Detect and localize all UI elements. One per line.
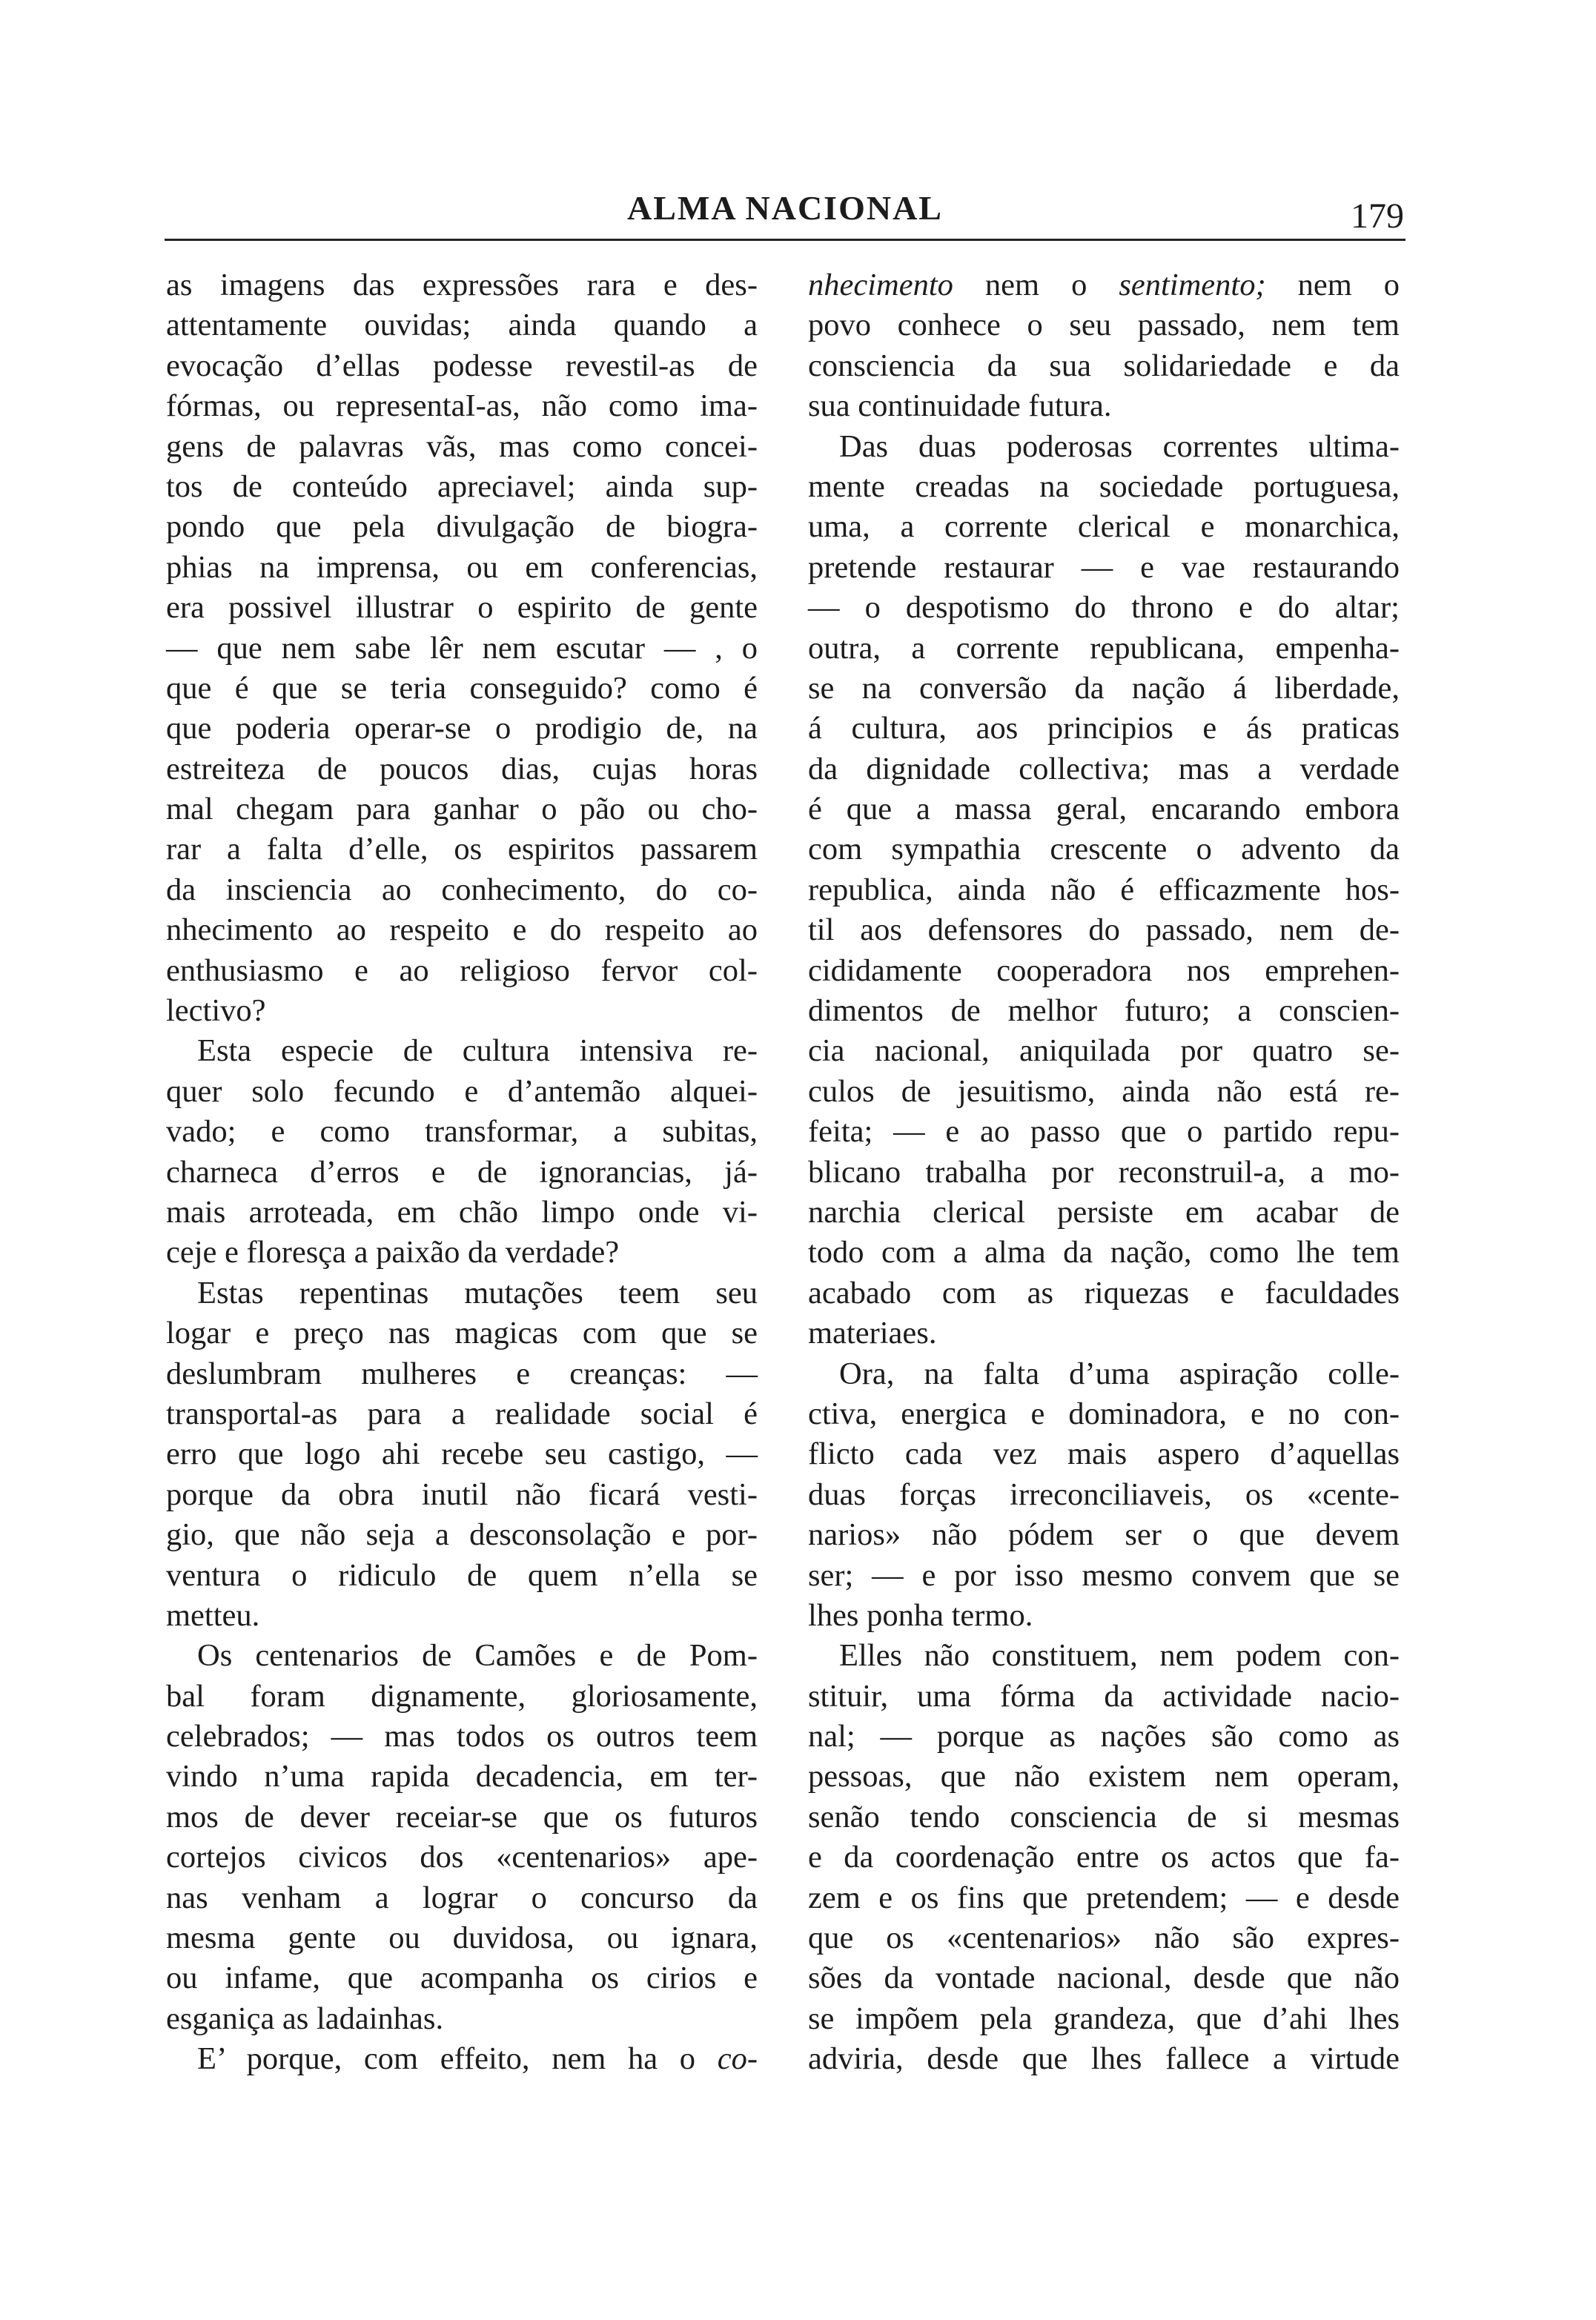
header-divider bbox=[165, 239, 1405, 241]
text-line: Os centenarios de Camões e de Pom- bbox=[197, 1638, 758, 1674]
text-line: á cultura, aos principios e ás praticas bbox=[808, 711, 1400, 746]
text-line: sua continuidade futura. bbox=[808, 388, 1112, 424]
text-line: materiaes. bbox=[808, 1316, 937, 1351]
text-line: mos de dever receiar-se que os futuros bbox=[166, 1799, 758, 1835]
left-text-column bbox=[166, 265, 758, 2080]
running-header bbox=[165, 184, 1405, 243]
text-line: nal; — porque as nações são como as bbox=[808, 1719, 1400, 1754]
text-line: com sympathia crescente o advento da bbox=[808, 832, 1400, 867]
text-line: republica, ainda não é efficazmente hos- bbox=[808, 872, 1400, 907]
text-line: lectivo? bbox=[166, 993, 266, 1029]
text-line: zem e os fins que pretendem; — e desde bbox=[808, 1880, 1400, 1915]
text-line: estreiteza de poucos dias, cujas horas bbox=[166, 751, 758, 786]
text-line: enthusiasmo e ao religioso fervor col- bbox=[166, 952, 758, 988]
text-line: — que nem sabe lêr nem escutar — , o bbox=[166, 630, 758, 666]
text-line: gens de palavras vãs, mas como concei- bbox=[166, 428, 758, 464]
text-line: fórmas, ou representaI-as, não como ima- bbox=[166, 388, 758, 424]
text-line: senão tendo consciencia de si mesmas bbox=[808, 1799, 1400, 1835]
text-line: outra, a corrente republicana, empenha- bbox=[808, 630, 1400, 666]
text-line: as imagens das expressões rara e des- bbox=[166, 268, 758, 302]
text-line: Das duas poderosas correntes ultima- bbox=[839, 428, 1400, 464]
text-line: esganiça as ladainhas. bbox=[166, 2001, 444, 2036]
text-line: nas venham a lograr o concurso da bbox=[166, 1880, 758, 1915]
text-line: ctiva, energica e dominadora, e no con- bbox=[808, 1396, 1400, 1431]
text-line: Esta especie de cultura intensiva re- bbox=[197, 1033, 758, 1069]
text-line: ventura o ridiculo de quem n’ella se bbox=[166, 1557, 758, 1593]
text-line: mais arroteada, em chão limpo onde vi- bbox=[166, 1194, 758, 1230]
text-line: se na conversão da nação á liberdade, bbox=[808, 670, 1400, 706]
text-line: mal chegam para ganhar o pão ou cho- bbox=[166, 792, 758, 827]
text-line: porque da obra inutil não ficará vesti- bbox=[166, 1476, 758, 1512]
text-line: todo com a alma da nação, como lhe tem bbox=[808, 1235, 1400, 1270]
text-line: era possivel illustrar o espirito de gente bbox=[166, 590, 758, 626]
text-line: sões da vontade nacional, desde que não bbox=[808, 1961, 1400, 1996]
text-line: se impõem pela grandeza, que d’ahi lhes bbox=[808, 2001, 1400, 2036]
text-line: attentamente ouvidas; ainda quando a bbox=[166, 308, 758, 343]
text-line: vindo n’uma rapida decadencia, em ter- bbox=[166, 1759, 758, 1794]
text-line: cididamente cooperadora nos emprehen- bbox=[808, 952, 1400, 988]
text-line: lhes ponha termo. bbox=[808, 1597, 1033, 1633]
text-line: stituir, uma fórma da actividade nacio- bbox=[808, 1678, 1400, 1714]
text-line: celebrados; — mas todos os outros teem bbox=[166, 1719, 758, 1754]
text-line: que os «centenarios» não são expres- bbox=[808, 1920, 1400, 1956]
text-line: gio, que não seja a desconsolação e por- bbox=[166, 1517, 758, 1553]
text-line: da insciencia ao conhecimento, do co- bbox=[166, 872, 758, 907]
text-line: nhecimento ao respeito e do respeito ao bbox=[166, 912, 758, 948]
text-line: mesma gente ou duvidosa, ou ignara, bbox=[166, 1920, 758, 1956]
text-line: E’ porque, com effeito, nem ha o co- bbox=[197, 2041, 758, 2077]
text-line: flicto cada vez mais aspero d’aquellas bbox=[808, 1436, 1400, 1472]
page-number: 179 bbox=[1351, 196, 1404, 236]
text-line: transportal-as para a realidade social é bbox=[166, 1396, 758, 1431]
text-line: culos de jesuitismo, ainda não está re- bbox=[808, 1073, 1400, 1109]
text-line: povo conhece o seu passado, nem tem bbox=[808, 308, 1400, 343]
right-text-column bbox=[808, 265, 1400, 2080]
text-line: cia nacional, aniquilada por quatro se- bbox=[808, 1033, 1400, 1069]
text-line: narios» não pódem ser o que devem bbox=[808, 1517, 1400, 1553]
text-line: que é que se teria conseguido? como é bbox=[166, 670, 758, 706]
text-line: vado; e como transformar, a subitas, bbox=[166, 1114, 758, 1150]
page-title: ALMA NACIONAL bbox=[627, 189, 943, 227]
text-line: duas forças irreconciliaveis, os «cente- bbox=[808, 1476, 1400, 1512]
text-line: uma, a corrente clerical e monarchica, bbox=[808, 509, 1400, 545]
text-line: acabado com as riquezas e faculdades bbox=[808, 1275, 1400, 1310]
text-line: bal foram dignamente, gloriosamente, bbox=[166, 1678, 758, 1714]
text-line: ceje e floresça a paixão da verdade? bbox=[166, 1235, 620, 1270]
text-line: logar e preço nas magicas com que se bbox=[166, 1316, 758, 1351]
text-line: phias na imprensa, ou em conferencias, bbox=[166, 549, 758, 585]
text-line: da dignidade collectiva; mas a verdade bbox=[808, 751, 1400, 786]
text-line: Elles não constituem, nem podem con- bbox=[839, 1638, 1400, 1674]
text-line: ser; — e por isso mesmo convem que se bbox=[808, 1557, 1400, 1593]
text-line: mente creadas na sociedade portuguesa, bbox=[808, 468, 1400, 504]
text-line: evocação d’ellas podesse revestil-as de bbox=[166, 348, 758, 383]
text-line: rar a falta d’elle, os espiritos passarem bbox=[166, 832, 758, 867]
text-line: — o despotismo do throno e do altar; bbox=[808, 590, 1400, 626]
text-line: charneca d’erros e de ignorancias, já- bbox=[166, 1154, 758, 1190]
text-line: adviria, desde que lhes fallece a virtude bbox=[808, 2041, 1400, 2077]
text-line: deslumbram mulheres e creanças: — bbox=[166, 1356, 758, 1391]
text-line: quer solo fecundo e d’antemão alquei- bbox=[166, 1073, 758, 1109]
text-line: consciencia da sua solidariedade e da bbox=[808, 348, 1400, 383]
text-line: pessoas, que não existem nem operam, bbox=[808, 1759, 1400, 1794]
text-line: til aos defensores do passado, nem de- bbox=[808, 912, 1400, 948]
text-line: pretende restaurar — e vae restaurando bbox=[808, 549, 1400, 585]
text-line: tos de conteúdo apreciavel; ainda sup- bbox=[166, 468, 758, 504]
text-line: que poderia operar-se o prodigio de, na bbox=[166, 711, 758, 746]
text-line: dimentos de melhor futuro; a conscien- bbox=[808, 993, 1400, 1029]
text-line: cortejos civicos dos «centenarios» ape- bbox=[166, 1840, 758, 1875]
text-line: é que a massa geral, encarando embora bbox=[808, 792, 1400, 827]
text-line: blicano trabalha por reconstruil-a, a mo- bbox=[808, 1154, 1400, 1190]
text-line: Estas repentinas mutações teem seu bbox=[197, 1275, 758, 1310]
text-line: e da coordenação entre os actos que fa- bbox=[808, 1840, 1400, 1875]
text-line: pondo que pela divulgação de biogra- bbox=[166, 509, 758, 545]
text-line: narchia clerical persiste em acabar de bbox=[808, 1194, 1400, 1230]
text-line: erro que logo ahi recebe seu castigo, — bbox=[166, 1436, 758, 1472]
text-line: ou infame, que acompanha os cirios e bbox=[166, 1961, 758, 1996]
text-line: feita; — e ao passo que o partido repu- bbox=[808, 1114, 1400, 1150]
text-line: metteu. bbox=[166, 1597, 260, 1633]
text-line: nhecimento nem o sentimento; nem o bbox=[808, 268, 1400, 302]
text-line: Ora, na falta d’uma aspiração colle- bbox=[839, 1356, 1400, 1391]
